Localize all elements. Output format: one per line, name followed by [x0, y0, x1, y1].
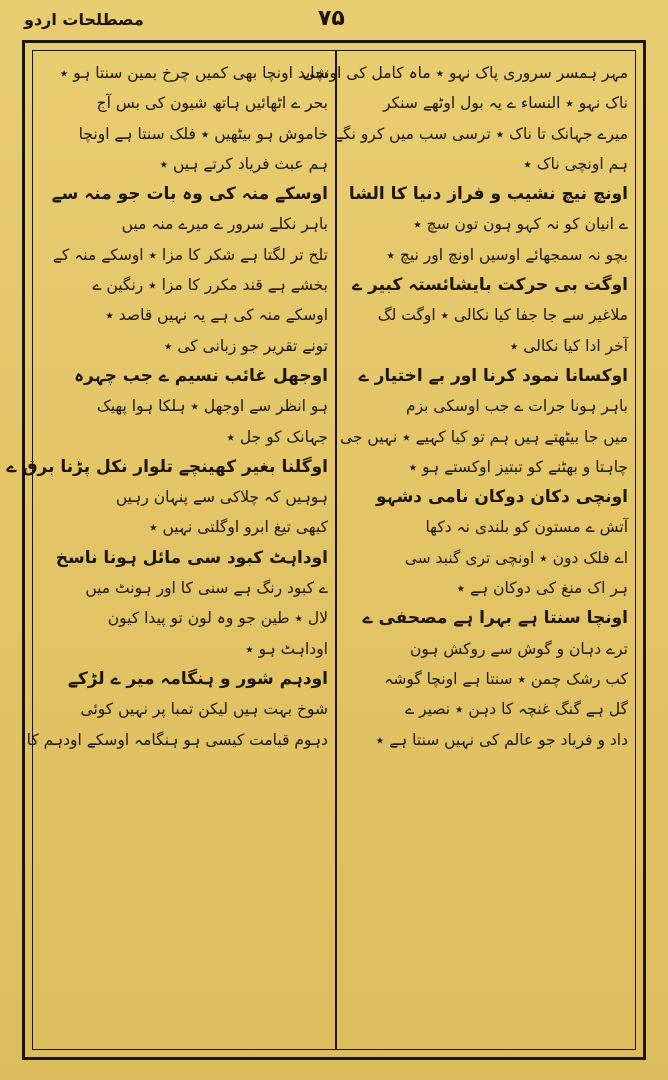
text-line: داد و فریاد جو عالم کی نہیں سنتا ہے ٭ [375, 730, 628, 749]
text-line: آخر ادا کیا نکالی ٭ [509, 336, 628, 355]
text-line: ترے دہان و گوش سے روکش ہون [409, 639, 628, 658]
text-line: اوداہٹ ہو ٭ [245, 639, 328, 658]
entry-headword-line: اونچ نیچ نشیب و فراز دنیا کا الشا [348, 184, 628, 205]
text-line: تلخ تر لگتا ہے شکر کا مزا ٭ اوسکے منہ کے [52, 245, 328, 264]
text-line: چاہتا و بھٹنے کو تبتیز اوکستے ہو ٭ [408, 457, 628, 476]
entry-headword-line: اوگت بی حرکت بایشائستہ کبیر ے [352, 275, 628, 296]
text-line: باہر نکلے سرور ے میرے منہ میں [121, 215, 328, 234]
text-line: شاید اونچا بھی کمیں چرخ بمین سنتا ہو ٭ [59, 64, 328, 82]
entry-headword-line: اونچا سنتا ہے بہرا ہے مصحفی ے [362, 608, 628, 629]
text-line: خاموش ہو بیٹھیں ٭ فلک سنتا ہے اونچا [78, 124, 328, 143]
text-line: دہوم قیامت کیسی ہو ہنگامہ اوسکے اودہم کا [26, 730, 328, 749]
text-line: جہانک کو جل ٭ [226, 427, 328, 446]
left-column [6, 58, 328, 1043]
text-line: ناک نہو ٭ النساء ے یہ بول اوٹھے سنکر [383, 94, 628, 113]
text-line: ملاغیر سے جا جفا کیا نکالی ٭ اوگت لگ [377, 306, 628, 325]
text-line: شوخ بہت ہیں لیکن تمبا پر نہیں کوئی [80, 700, 328, 719]
text-line: اوسکے منہ کی ہے یہ نہیں قاصد ٭ [105, 306, 328, 325]
text-line: بخشے ہے قند مکرر کا مزا ٭ رنگین ے [92, 276, 328, 295]
text-line: ے کبود رنگ ہے سنی کا اور ہونٹ میں [85, 579, 328, 598]
text-line: ہر اک منغ کی دوکان ہے ٭ [456, 579, 628, 598]
text-line: کبھی تیغ ابرو اوگلتی نہیں ٭ [149, 518, 328, 537]
right-column [302, 58, 628, 1043]
text-line: میرے جہانک تا ناک ٭ ترسی سب میں کرو نگے [333, 124, 628, 143]
entry-headword-line: اوداہٹ کبود سی مائل ہونا ناسخ [55, 547, 328, 568]
text-line: باہر ہونا جرات ے جب اوسکی بزم [406, 397, 628, 416]
entry-headword-line: اوکسانا نمود کرنا اور بے اختیار ے [358, 365, 628, 386]
text-line: مہر ہمسر سروری پاک نہو ٭ ماہ کامل کی اونچی [302, 64, 628, 82]
entry-headword-line: اوجھل غائب نسیم ے جب چہرہ [74, 365, 328, 386]
text-line: لال ٭ طین جو وہ لون تو پیدا کیون [107, 609, 328, 628]
text-line: ہم عبث فریاد کرتے ہیں ٭ [159, 154, 328, 173]
entry-headword-line: اوسکے منہ کی وہ بات جو منہ سے [51, 184, 328, 205]
text-line: اے فلک دون ٭ اونچی تری گنبد سی [404, 548, 628, 567]
entry-headword-line: اودہم شور و ہنگامہ میر ے لڑکے [67, 668, 328, 689]
page-number: ۷۵ [318, 6, 345, 31]
text-line: آتش ے مستون کو بلندی نہ دکھا [425, 518, 628, 537]
text-line: تونے تقریر جو زبانی کی ٭ [163, 336, 328, 355]
text-line: ہوہیں کہ چلاکی سے پنہان رہیں [115, 488, 328, 507]
text-line: بحر ے اٹھائیں ہاتھ شیون کی بس آج [96, 94, 328, 113]
column-divider [335, 50, 337, 1050]
header-title: مصطلحات اردو [24, 10, 144, 29]
text-line: گل ہے گنگ غنچہ کا دہن ٭ نصیر ے [405, 700, 628, 719]
text-line: ے انیان کو نہ کہو ہون تون سچ ٭ [413, 215, 628, 234]
text-line: کب رشک چمن ٭ سنتا ہے اونچا گوشہ [384, 669, 628, 688]
text-line: ہو انظر سے اوجھل ٭ ہلکا ہوا پھیک [96, 397, 328, 416]
entry-headword-line: اوگلنا بغیر کھینچے تلوار نکل پڑنا برق ے [6, 456, 328, 477]
text-line: بچو نہ سمجھائے اوسیں اونچ اور نیچ ٭ [386, 245, 628, 264]
entry-headword-line: اونچی دکان دوکان نامی دشہو [375, 487, 628, 508]
text-line: میں جا بیٹھتے ہیں ہم تو کیا کہیے ٭ نہیں جی [339, 427, 628, 446]
text-line: ہم اونچی ناک ٭ [523, 154, 628, 173]
